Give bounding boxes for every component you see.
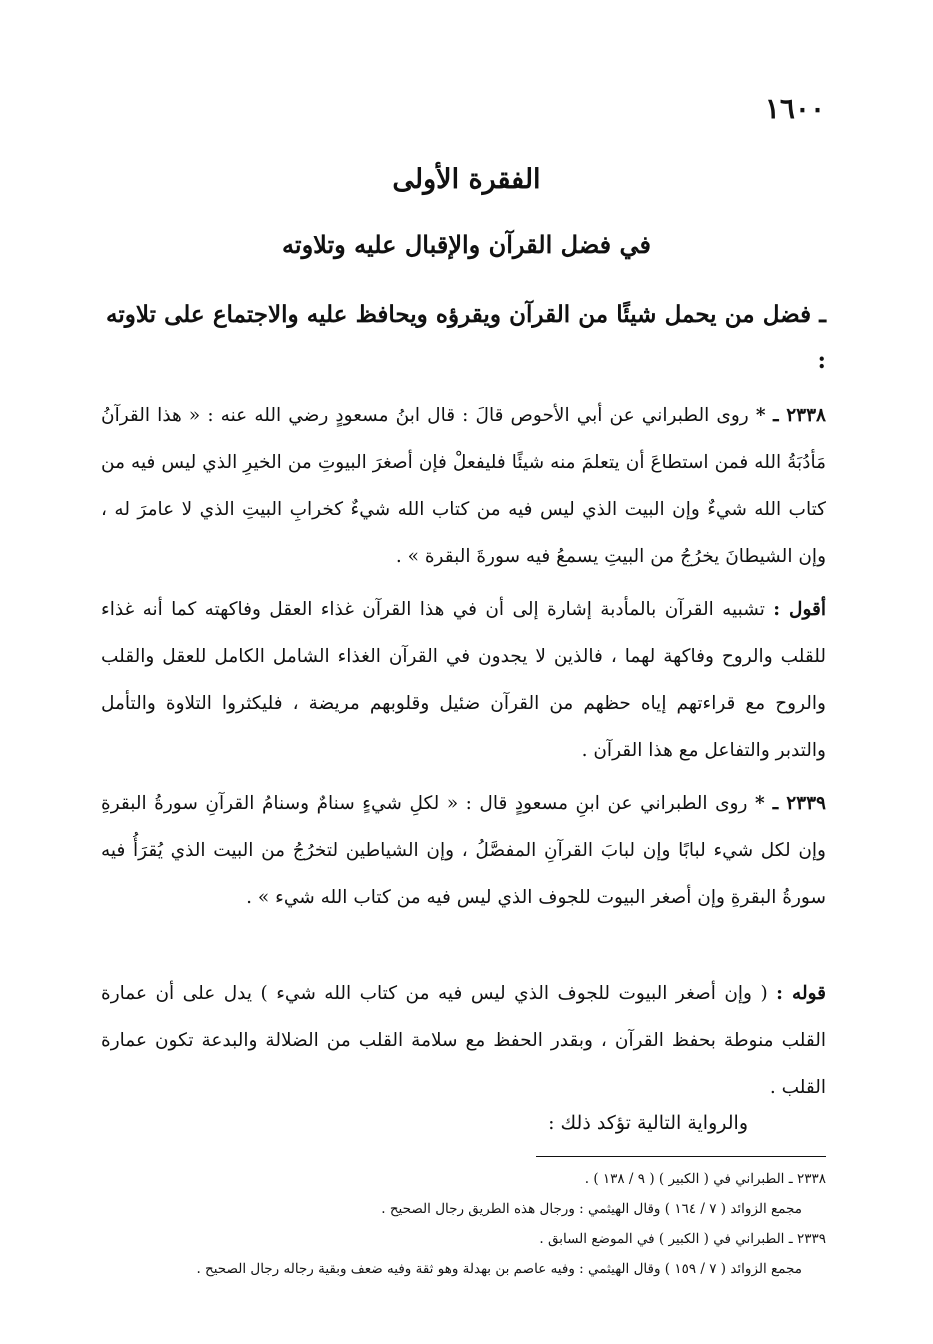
footnote-divider [536,1156,826,1157]
hadith-text: روى الطبراني عن أبي الأحوص قالَ : قال ابنُ مسعودٍ رضي الله عنه : « هذا القرآنُ مَأدُبَةُ الله فمن استطاعَ أن يتعلمَ منه شيئًا فليفعلْ فإن أصغرَ البيوتِ من الخيرِ الذي ليس فيه من كتاب الله شيءٌ وإن البيت الذي ليس فيه من كتاب الله شيءٌ كخرابِ البيتِ الذي لا عامرَ له ، وإن الشيطانَ يخرُجُ من البيتِ يسمعُ فيه سورةَ البقرة » . [101,405,826,567]
hadith-2338 [101,392,826,580]
commentary-text: ( وإن أصغر البيوت للجوف الذي ليس فيه من كتاب الله شيء ) يدل على أن عمارة القلب منوطة بحفظ القرآن ، وبقدر الحفظ مع سلامة القلب من الضلالة والبدعة تكون عمارة القلب . [101,983,826,1098]
footnote-line: مجمع الزوائد ( ٧ / ١٦٤ ) وقال الهيثمي : ورجال هذه الطريق رجال الصحيح . [381,1201,802,1217]
section-title: في فضل القرآن والإقبال عليه وتلاوته [282,230,651,259]
hadith-number: ٢٣٣٩ ـ * [754,793,826,814]
commentary-2 [101,970,826,1111]
footnote-line: ٢٣٣٩ ـ الطبراني في ( الكبير ) في الموضع السابق . [539,1231,826,1247]
footnotes [66,1164,826,1284]
page-number: ١٦٠٠ [764,92,825,125]
hadith-2339 [101,780,826,921]
commentary-lead: قوله : [776,983,826,1004]
footnote-line: مجمع الزوائد ( ٧ / ١٥٩ ) وقال الهيثمي : وفيه عاصم بن بهدلة وهو ثقة وفيه ضعف وبقية رجاله رجال الصحيح . [196,1261,802,1277]
hadith-number: ٢٣٣٨ ـ * [755,405,826,426]
subheading: ـ فضل من يحمل شيئًا من القرآن ويقرؤه ويحافظ عليه والاجتماع على تلاوته : [106,301,826,374]
commentary-text: تشبيه القرآن بالمأدبة إشارة إلى أن في هذا القرآن غذاء العقل وفاكهته كما أنه غذاء للقلب والروح وفاكهة لهما ، فالذين لا يجدون في القرآن الغذاء الشامل الكامل للعقل والقلب والروح مع قراءتهم إياه حظهم من القرآن ضئيل وقلوبهم مريضة ، فليكثروا التلاوة والتأمل والتدبر والتفاعل مع هذا القرآن . [101,599,826,761]
commentary-lead: أقول : [773,599,826,620]
hadith-text: روى الطبراني عن ابنِ مسعودٍ قال : « لكلِ شيءٍ سنامٌ وسنامُ القرآنِ سورةُ البقرةِ وإن لكل شيء لبابًا وإن لبابَ القرآنِ المفصَّلُ ، وإن الشياطين لتخرُجُ من البيت الذي يُقرَأُ فيه سورةُ البقرةِ وإن أصغر البيوت للجوف الذي ليس فيه من كتاب الله شيء » . [101,793,826,908]
lead-in-text: والرواية التالية تؤكد ذلك : [548,1112,748,1134]
footnote-line: ٢٣٣٨ ـ الطبراني في ( الكبير ) ( ٩ / ١٣٨ ) . [584,1171,826,1187]
commentary-1 [101,586,826,774]
chapter-title: الفقرة الأولى [392,164,541,195]
